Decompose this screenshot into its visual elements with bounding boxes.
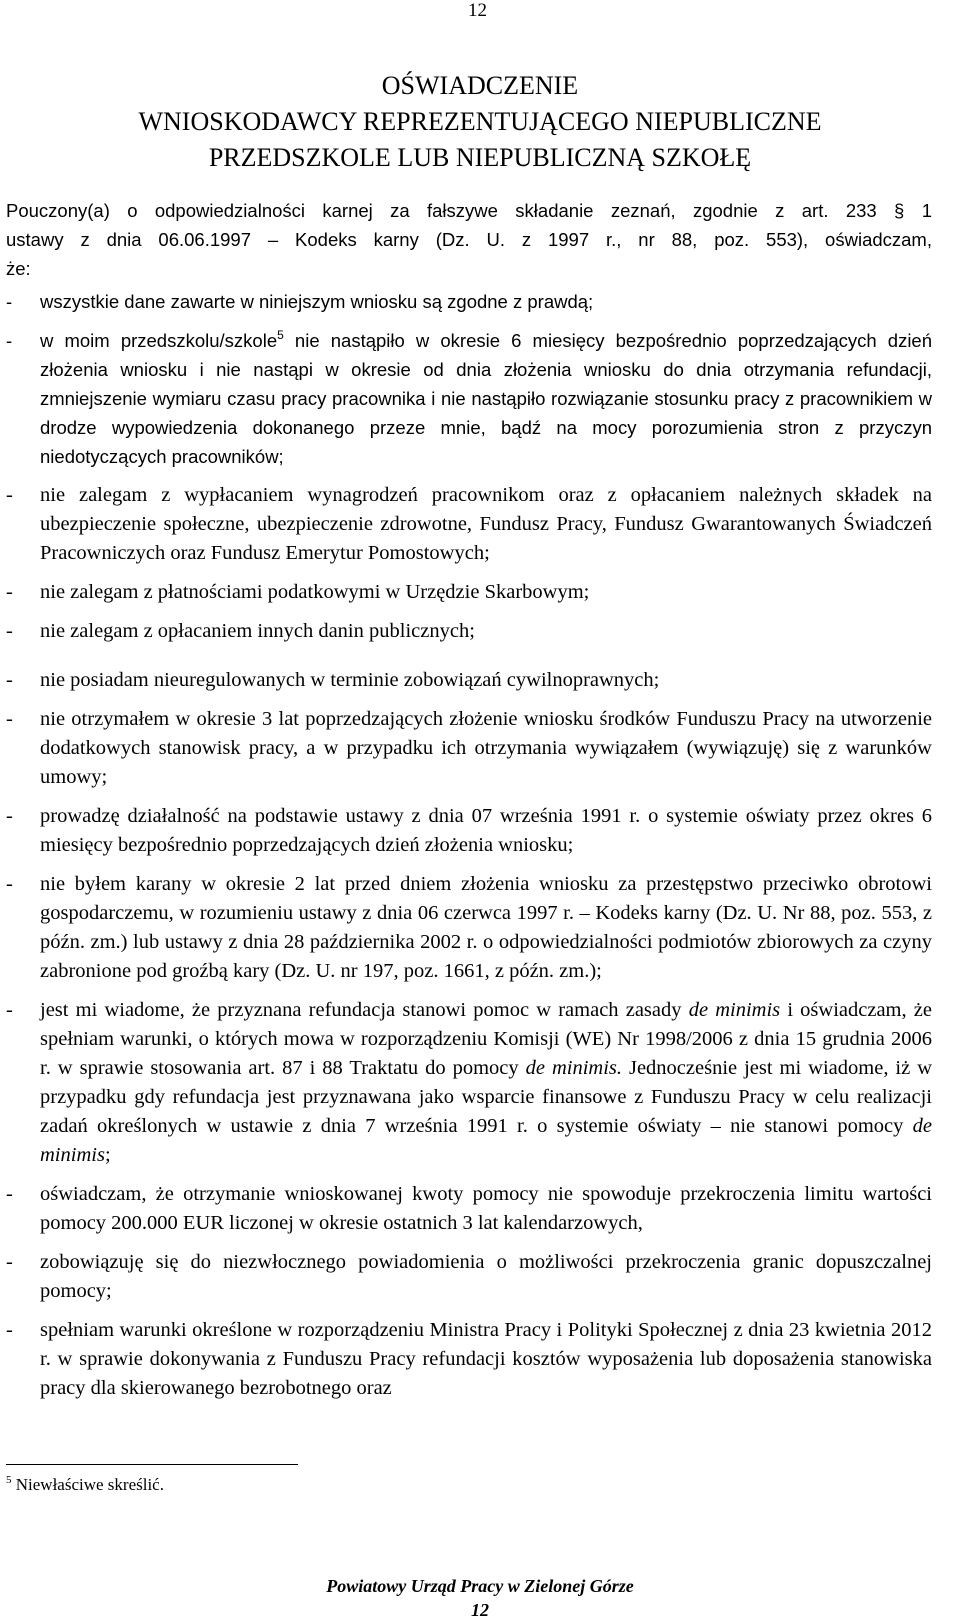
list-dash: - — [6, 581, 13, 603]
footer-page-number: 12 — [471, 1600, 489, 1620]
list-item-text: nie posiadam nieuregulowanych w terminie zobowiązań cywilnoprawnych; — [40, 669, 660, 691]
italic-term: de minimis. — [525, 1057, 622, 1079]
list-item — [6, 705, 932, 792]
list-item — [6, 1248, 932, 1306]
intro-paragraph — [6, 196, 932, 283]
intro-line-3: że: — [6, 258, 31, 279]
title-line-3: PRZEDSZKOLE LUB NIEPUBLICZNĄ SZKOŁĘ — [208, 143, 752, 172]
list-dash: - — [6, 873, 13, 895]
list-item-text: ; — [104, 1144, 111, 1166]
list-item-text: nie zalegam z płatnościami podatkowymi w Urzędzie Skarbowym; — [40, 581, 590, 603]
intro-line-1: Pouczony(a) o odpowiedzialności karnej za fałszywe składanie zeznań, zgodnie z art. 233 § 1 — [6, 200, 932, 221]
list-dash: - — [6, 999, 13, 1021]
list-dash: - — [6, 330, 13, 351]
list-item-text: oświadczam, że otrzymanie wnioskowanej kwoty pomocy nie spowoduje przekroczenia limitu wartości pomocy 200.000 EUR liczonej w okresie ostatnich 3 lat kalendarzowych, — [40, 1183, 932, 1234]
list-item-text: w moim przedszkolu/szkole — [40, 330, 278, 351]
list-dash: - — [6, 484, 13, 506]
page-footer — [0, 1574, 960, 1622]
list-item — [6, 802, 932, 860]
italic-term: de minimis — [688, 999, 781, 1021]
list-dash: - — [6, 1183, 13, 1205]
list-item-text: jest mi wiadome, że przyznana refundacja stanowi pomoc w ramach zasady — [40, 999, 682, 1021]
footnote-number: 5 — [6, 1474, 12, 1486]
list-item-text: prowadzę działalność na podstawie ustawy z dnia 07 września 1991 r. o systemie oświaty przez okres 6 miesięcy bezpośrednio poprzedzających dzień złożenia wniosku; — [40, 805, 932, 856]
list-item-text: nie zalegam z wypłacaniem wynagrodzeń pracownikom oraz z opłacaniem należnych składek na ubezpieczenie społeczne, ubezpieczenie zdrowotne, Fundusz Pracy, Fundusz Gwarantowanych Świadczeń Pracowniczych oraz Fundusz Emerytur Pomostowych; — [40, 484, 932, 564]
list-item — [6, 666, 932, 695]
footer-office: Powiatowy Urząd Pracy w Zielonej Górze — [326, 1576, 634, 1596]
list-dash: - — [6, 1319, 13, 1341]
list-item — [6, 287, 932, 316]
list-dash: - — [6, 669, 13, 691]
list-dash: - — [6, 708, 13, 730]
document-title — [0, 68, 960, 176]
list-dash: - — [6, 620, 13, 642]
list-item-text: nie nastąpiło w okresie 6 miesięcy bezpośrednio poprzedzających dzień złożenia wniosku i nie nastąpi w okresie od dnia złożenia wniosku do dnia otrzymania refundacji, zmniejszenie wymiaru czasu pracy pracownika i nie nastąpiło rozwiązanie stosunku pracy z pracownikiem w drodze wypowiedzenia dokonanego przeze mnie, bądź na mocy porozumienia stron z przyczyn niedotyczących pracowników; — [40, 330, 933, 467]
title-line-1: OŚWIADCZENIE — [381, 71, 579, 100]
italic-term: de minimis — [40, 1115, 932, 1166]
footnote-text: Niewłaściwe skreślić. — [11, 1475, 164, 1494]
page-number: 12 — [468, 0, 487, 21]
list-dash: - — [6, 291, 13, 312]
footnote-ref: 5 — [277, 328, 284, 342]
list-item-text: nie zalegam z opłacaniem innych danin publicznych; — [40, 620, 475, 642]
list-item-text: zobowiązuję się do niezwłocznego powiadomienia o możliwości przekroczenia granic dopuszczalnej pomocy; — [40, 1251, 932, 1302]
list-item — [6, 996, 932, 1170]
list-item-text: wszystkie dane zawarte w niniejszym wniosku są zgodne z prawdą; — [40, 291, 594, 312]
declaration-list — [6, 287, 932, 1413]
list-item — [6, 1180, 932, 1238]
list-item-text: Jednocześnie jest mi wiadome, iż w przypadku gdy refundacja jest przyznawana jako wsparcie finansowe z Funduszu Pracy w celu realizacji zadań określonych w ustawie z dnia 7 września 1991 r. o systemie oświaty – nie stanowi pomocy — [40, 1057, 933, 1137]
list-item-text: spełniam warunki określone w rozporządzeniu Ministra Pracy i Polityki Społecznej z dnia 23 kwietnia 2012 r. w sprawie dokonywania z Funduszu Pracy refundacji kosztów wyposażenia lub doposażenia stanowiska pracy dla skierowanego bezrobotnego oraz — [40, 1319, 932, 1399]
list-item — [6, 870, 932, 986]
list-dash: - — [6, 1251, 13, 1273]
footnote — [6, 1475, 164, 1495]
list-item-text: nie byłem karany w okresie 2 lat przed dniem złożenia wniosku za przestępstwo przeciwko obrotowi gospodarczemu, w rozumieniu ustawy z dnia 06 czerwca 1997 r. – Kodeks karny (Dz. U. Nr 88, poz. 553, z późn. zm.) lub ustawy z dnia 28 października 2002 r. o odpowiedzialności podmiotów zbiorowych za czyny zabronione pod groźbą kary (Dz. U. nr 197, poz. 1661, z późn. zm.); — [40, 873, 932, 982]
list-item — [6, 326, 932, 471]
list-item-text: i oświadczam, że spełniam warunki, o których mowa w rozporządzeniu Komisji (WE) Nr 1998/2006 z dnia 15 grudnia 2006 r. w sprawie stosowania art. 87 i 88 Traktatu do pomocy — [40, 999, 932, 1079]
list-item — [6, 578, 932, 607]
list-item — [6, 481, 932, 568]
list-item-text: nie otrzymałem w okresie 3 lat poprzedzających złożenie wniosku środków Funduszu Pracy na utworzenie dodatkowych stanowisk pracy, a w przypadku ich otrzymania wywiązałem (wywiązuję) się z warunków umowy; — [40, 708, 932, 788]
title-line-2: WNIOSKODAWCY REPREZENTUJĄCEGO NIEPUBLICZNE — [138, 107, 822, 136]
intro-line-2: ustawy z dnia 06.06.1997 – Kodeks karny (Dz. U. z 1997 r., nr 88, poz. 553), oświadczam, — [6, 229, 932, 250]
list-dash: - — [6, 805, 13, 827]
footnote-divider — [6, 1464, 298, 1465]
list-item — [6, 617, 932, 646]
list-item — [6, 1316, 932, 1403]
